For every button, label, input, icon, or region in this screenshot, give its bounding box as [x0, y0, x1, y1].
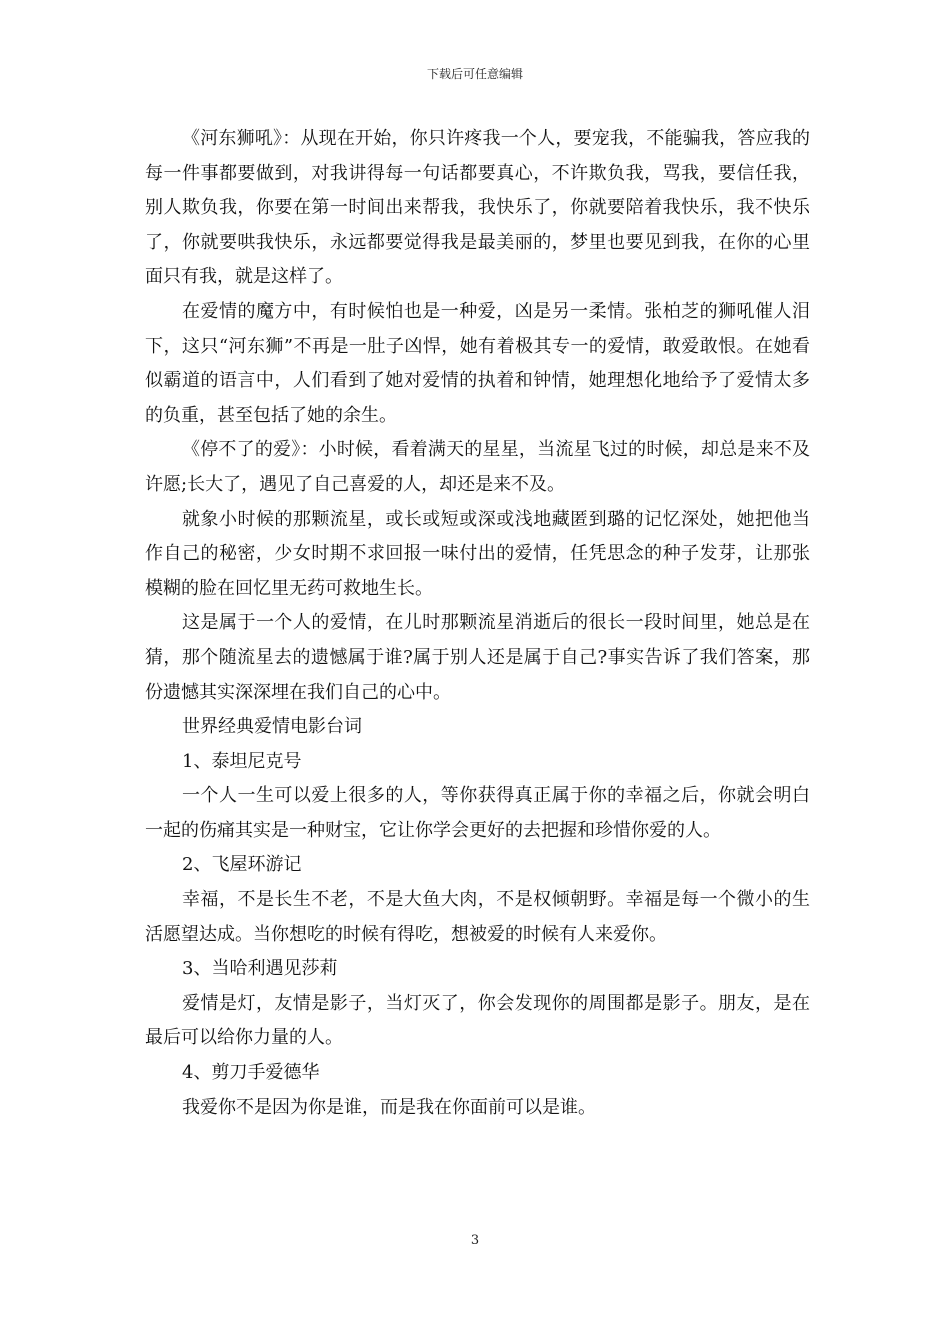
- item-heading-edward: 4、剪刀手爱德华: [182, 1062, 320, 1084]
- paragraph-one-person-love: 这是属于一个人的爱情，在儿时那颗流星消逝后的很长一段时间里，她总是在猜，那个随流星去的遗憾属于谁?属于别人还是属于自己?事实告诉了我们答案，那份遗憾其实深深埋在我们自己的心中。: [145, 612, 810, 703]
- page-header: 下载后可任意编辑: [426, 67, 523, 81]
- paragraph-endless-love-quote: 《停不了的爱》：小时候，看着满天的星星，当流星飞过的时候，却总是来不及许愿;长大了，遇见了自己喜爱的人，却还是来不及。: [145, 439, 810, 495]
- item-heading-titanic: 1、泰坦尼克号: [182, 750, 302, 772]
- item-quote-titanic: 一个人一生可以爱上很多的人，等你获得真正属于你的幸福之后，你就会明白一起的伤痛其实是一种财宝，它让你学会更好的去把握和珍惜你爱的人。: [145, 785, 810, 841]
- item-quote-edward: 我爱你不是因为你是谁，而是我在你面前可以是谁。: [182, 1096, 596, 1118]
- paragraph-meteor-memory: 就象小时候的那颗流星，或长或短或深或浅地藏匿到璐的记忆深处，她把他当作自己的秘密，少女时期不求回报一味付出的爱情，任凭思念的种子发芽，让那张模糊的脸在回忆里无药可救地生长。: [145, 508, 810, 599]
- item-quote-up: 幸福，不是长生不老，不是大鱼大肉，不是权倾朝野。幸福是每一个微小的生活愿望达成。当你想吃的时候有得吃，想被爱的时候有人来爱你。: [145, 889, 810, 945]
- item-quote-harry-sally: 爱情是灯，友情是影子，当灯灭了，你会发现你的周围都是影子。朋友，是在最后可以给你力量的人。: [145, 992, 810, 1049]
- page-number: 3: [470, 1233, 480, 1248]
- item-heading-harry-sally: 3、当哈利遇见莎莉: [182, 958, 338, 980]
- paragraph-hedong-commentary: 在爱情的魔方中，有时候怕也是一种爱，凶是另一柔情。张柏芝的狮吼催人泪下，这只“河东狮”不再是一肚子凶悍，她有着极其专一的爱情，敢爱敢恨。在她看似霸道的语言中，人们看到了她对爱情的执着和钟情，她理想化地给予了爱情太多的负重，甚至包括了她的余生。: [145, 300, 810, 426]
- section-heading-classic-lines: 世界经典爱情电影台词: [182, 716, 362, 738]
- item-heading-up: 2、飞屋环游记: [182, 854, 302, 876]
- body-text: [145, 122, 810, 1125]
- paragraph-hedong-quote: 《河东狮吼》：从现在开始，你只许疼我一个人，要宠我，不能骗我，答应我的每一件事都要做到，对我讲得每一句话都要真心，不许欺负我，骂我，要信任我，别人欺负我，你要在第一时间出来帮我，我快乐了，你就要陪着我快乐，我不快乐了，你就要哄我快乐，永远都要觉得我是最美丽的，梦里也要见到我，在你的心里面只有我，就是这样了。: [145, 128, 810, 288]
